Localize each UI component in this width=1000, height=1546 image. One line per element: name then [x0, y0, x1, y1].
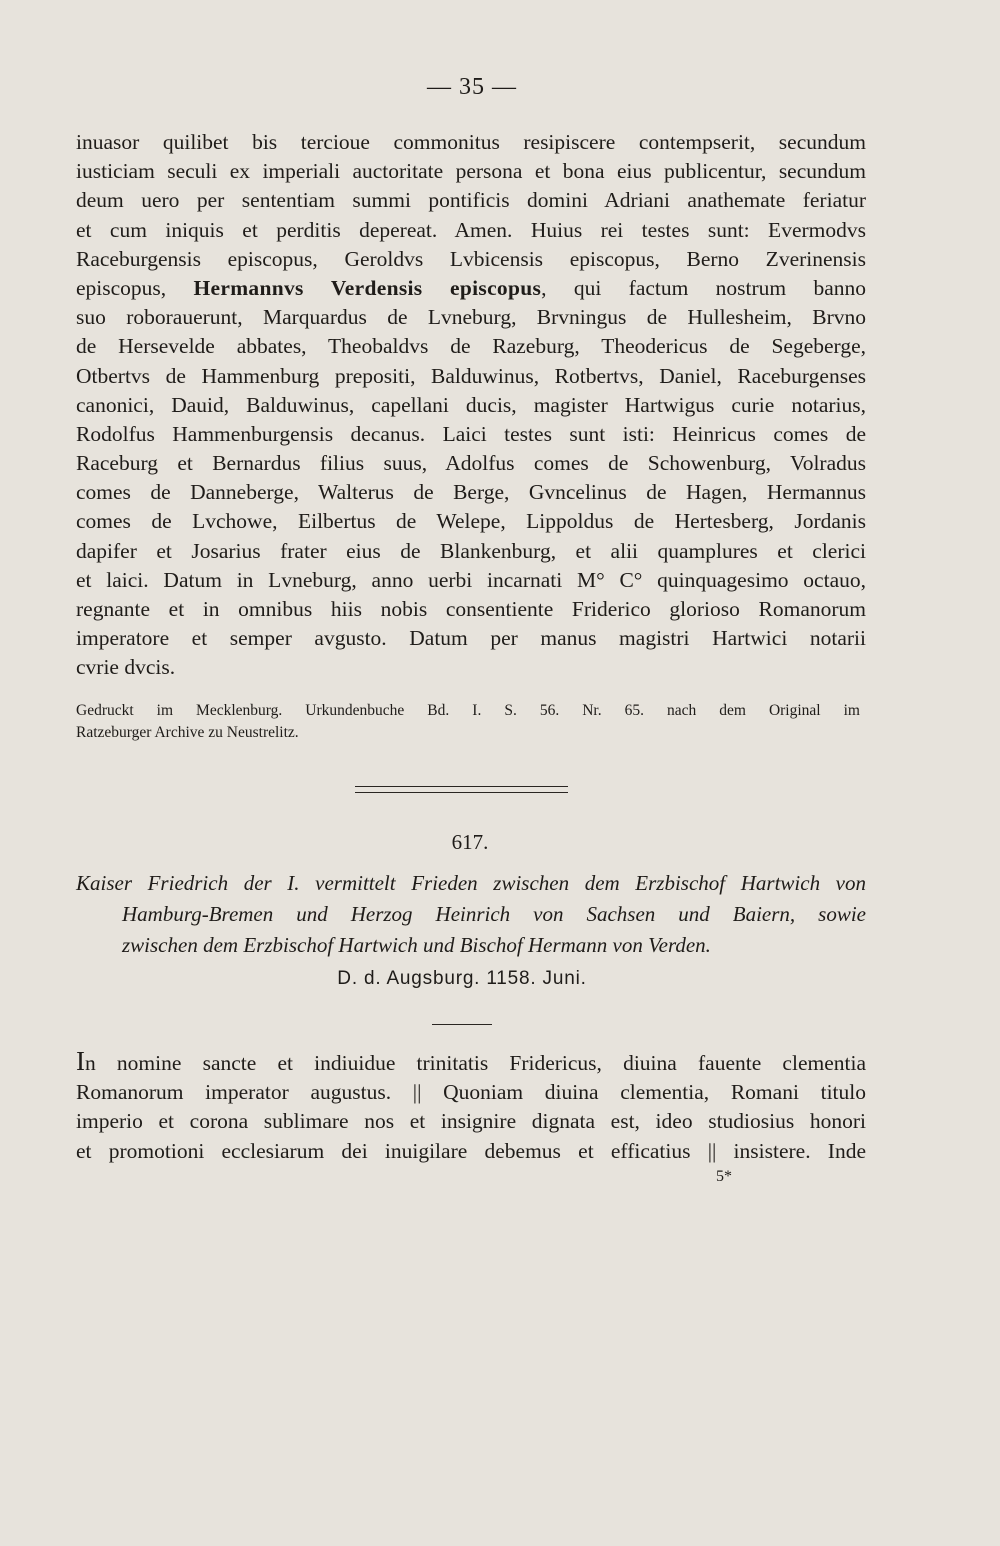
print-note — [76, 700, 860, 744]
text-line: et promotioni ecclesiarum dei inuigilare debemus et efficatius || insistere. Inde — [76, 1138, 866, 1163]
page-number: — 35 — — [427, 74, 517, 100]
heading-line: Hamburg-Bremen und Herzog Heinrich von Sachsen und Baiern, sowie — [122, 902, 866, 926]
document-heading — [76, 868, 866, 961]
text-line: inuasor quilibet bis tercioue commonitus resipiscere contempserit, secundum — [76, 130, 866, 154]
text-line-with-bold-name — [76, 274, 866, 303]
signature-mark: 5* — [716, 1168, 732, 1185]
short-divider — [432, 1024, 492, 1025]
text-line: iusticiam seculi ex imperiali auctoritate persona et bona eius publicentur, secundum — [76, 159, 866, 184]
line-end: , qui factum nostrum banno — [541, 275, 867, 300]
text-line: et laici. Datum in Lvneburg, anno uerbi incarnati M° C° quinquagesimo octauo, — [76, 567, 866, 592]
text-line: comes de Lvchowe, Eilbertus de Welepe, Lippoldus de Hertesberg, Jordanis — [76, 509, 866, 534]
note-line: Gedruckt im Mecklenburg. Urkundenbuche Bd. I. S. 56. Nr. 65. nach dem Original im — [76, 702, 860, 719]
dateline: D. d. Augsburg. 1158. Juni. — [337, 968, 587, 989]
lower-paragraph — [76, 1046, 866, 1166]
text-line: deum uero per sententiam summi pontificis domini Adriani anathemate feriatur — [76, 188, 866, 213]
initial-letter: I — [76, 1046, 85, 1076]
text-line: imperio et corona sublimare nos et insignire dignata est, ideo studiosius honori — [76, 1109, 866, 1134]
text-line: Otbertvs de Hammenburg prepositi, Balduwinus, Rotbertvs, Daniel, Raceburgenses — [76, 363, 866, 388]
upper-paragraph — [76, 128, 866, 683]
text-line: imperatore et semper avgusto. Datum per manus magistri Hartwici notarii — [76, 626, 866, 651]
text-line: Raceburgensis episcopus, Geroldvs Lvbicensis episcopus, Berno Zverinensis — [76, 246, 866, 271]
document-number: 617. — [451, 830, 489, 854]
line-start: episcopus, — [76, 275, 194, 300]
text-line: comes de Danneberge, Walterus de Berge, Gvncelinus de Hagen, Hermannus — [76, 480, 866, 505]
text-line: cvrie dvcis. — [76, 655, 176, 680]
heading-line: zwischen dem Erzbischof Hartwich und Bischof Hermann von Verden. — [122, 933, 711, 957]
text-line: Romanorum imperator augustus. || Quoniam diuina clementia, Romani titulo — [76, 1080, 866, 1105]
text-line: suo roborauerunt, Marquardus de Lvneburg, Brvningus de Hullesheim, Brvno — [76, 305, 866, 330]
text-line: Raceburg et Bernardus filius suus, Adolfus comes de Schowenburg, Volradus — [76, 451, 866, 476]
bold-name: Hermannvs Verdensis episcopus — [193, 275, 542, 300]
text-line: regnante et in omnibus hiis nobis consentiente Friderico glorioso Romanorum — [76, 597, 866, 621]
heading-line: Kaiser Friedrich der I. vermittelt Frieden zwischen dem Erzbischof Hartwich von — [76, 871, 866, 895]
text-line-with-initial — [76, 1046, 866, 1078]
note-line: Ratzeburger Archive zu Neustrelitz. — [76, 724, 299, 741]
text-line: Rodolfus Hammenburgensis decanus. Laici testes sunt isti: Heinricus comes de — [76, 421, 866, 446]
double-divider — [355, 786, 568, 793]
text-line: canonici, Dauid, Balduwinus, capellani ducis, magister Hartwigus curie notarius, — [76, 392, 866, 417]
text-line: de Hersevelde abbates, Theobaldvs de Razeburg, Theodericus de Segeberge, — [76, 334, 866, 359]
text-line: dapifer et Josarius frater eius de Blankenburg, et alii quamplures et clerici — [76, 538, 866, 563]
line-rest: n nomine sancte et indiuidue trinitatis Fridericus, diuina fauente clementia — [85, 1051, 866, 1075]
text-line: et cum iniquis et perditis depereat. Amen. Huius rei testes sunt: Evermodvs — [76, 217, 866, 242]
